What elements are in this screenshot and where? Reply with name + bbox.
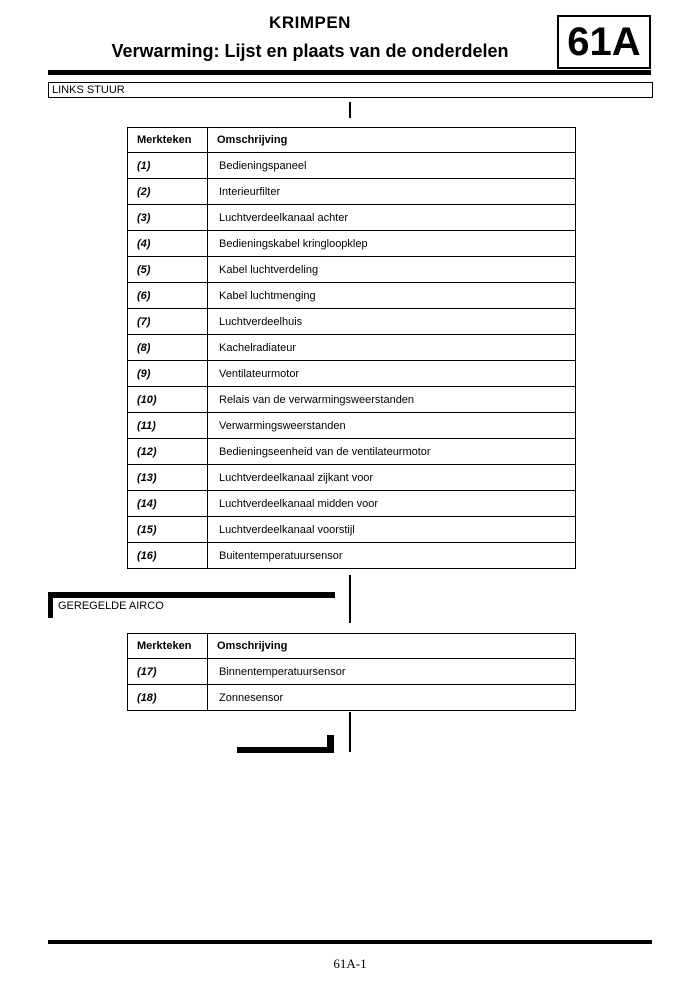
callout-bracket-bar — [237, 747, 334, 753]
description-cell: Binnentemperatuursensor — [208, 659, 576, 685]
leader-line-top — [349, 102, 351, 118]
table-row — [128, 335, 576, 361]
section-header-bar — [48, 592, 335, 598]
mark-cell: (11) — [128, 413, 208, 439]
mark-cell: (17) — [128, 659, 208, 685]
table-row — [128, 361, 576, 387]
description-cell: Luchtverdeelkanaal achter — [208, 205, 576, 231]
callout-bracket-end — [327, 735, 334, 753]
table-header-row — [128, 128, 576, 153]
description-cell: Ventilateurmotor — [208, 361, 576, 387]
mark-cell: (9) — [128, 361, 208, 387]
section-header-geregelde-airco — [58, 600, 164, 612]
mark-cell: (16) — [128, 543, 208, 569]
description-cell: Luchtverdeelkanaal zijkant voor — [208, 465, 576, 491]
mark-cell: (13) — [128, 465, 208, 491]
section-label: GEREGELDE AIRCO — [58, 600, 164, 612]
parts-table-links-stuur — [127, 127, 576, 569]
table-row — [128, 231, 576, 257]
mark-cell: (4) — [128, 231, 208, 257]
description-cell: Kabel luchtverdeling — [208, 257, 576, 283]
table-row — [128, 439, 576, 465]
table-row — [128, 491, 576, 517]
column-header-merkteken: Merkteken — [128, 128, 208, 153]
description-cell: Luchtverdeelkanaal midden voor — [208, 491, 576, 517]
description-cell: Bedieningspaneel — [208, 153, 576, 179]
table-row — [128, 413, 576, 439]
leader-line-middle — [349, 575, 351, 623]
table-row — [128, 659, 576, 685]
table-row — [128, 153, 576, 179]
mark-cell: (1) — [128, 153, 208, 179]
table-row — [128, 205, 576, 231]
mark-cell: (15) — [128, 517, 208, 543]
column-header-omschrijving: Omschrijving — [208, 634, 576, 659]
mark-cell: (7) — [128, 309, 208, 335]
table-row — [128, 685, 576, 711]
description-cell: Bedieningseenheid van de ventilateurmotor — [208, 439, 576, 465]
column-header-merkteken: Merkteken — [128, 634, 208, 659]
description-cell: Kabel luchtmenging — [208, 283, 576, 309]
description-cell: Buitentemperatuursensor — [208, 543, 576, 569]
section-code-box — [557, 15, 651, 69]
page-title: KRIMPEN — [269, 13, 351, 32]
leader-line-bottom — [349, 712, 351, 752]
table-row — [128, 543, 576, 569]
mark-cell: (12) — [128, 439, 208, 465]
table-row — [128, 283, 576, 309]
mark-cell: (18) — [128, 685, 208, 711]
description-cell: Bedieningskabel kringloopklep — [208, 231, 576, 257]
table-row — [128, 309, 576, 335]
mark-cell: (6) — [128, 283, 208, 309]
description-cell: Verwarmingsweerstanden — [208, 413, 576, 439]
description-cell: Luchtverdeelhuis — [208, 309, 576, 335]
column-header-omschrijving: Omschrijving — [208, 128, 576, 153]
table-row — [128, 179, 576, 205]
section-header-sidebar — [48, 592, 53, 618]
description-cell: Kachelradiateur — [208, 335, 576, 361]
description-cell: Relais van de verwarmingsweerstanden — [208, 387, 576, 413]
mark-cell: (8) — [128, 335, 208, 361]
table-row — [128, 257, 576, 283]
section-header-links-stuur — [48, 82, 653, 98]
mark-cell: (5) — [128, 257, 208, 283]
table-row — [128, 517, 576, 543]
description-cell: Interieurfilter — [208, 179, 576, 205]
section-label: LINKS STUUR — [52, 84, 125, 96]
parts-table-geregelde-airco — [127, 633, 576, 711]
page-subtitle: Verwarming: Lijst en plaats van de onderdelen — [111, 41, 509, 61]
mark-cell: (3) — [128, 205, 208, 231]
header-divider — [48, 70, 651, 75]
table-row — [128, 387, 576, 413]
mark-cell: (10) — [128, 387, 208, 413]
table-header-row — [128, 634, 576, 659]
description-cell: Zonnesensor — [208, 685, 576, 711]
description-cell: Luchtverdeelkanaal voorstijl — [208, 517, 576, 543]
footer-divider — [48, 940, 652, 944]
page-number: 61A-1 — [333, 956, 367, 971]
table-row — [128, 465, 576, 491]
mark-cell: (2) — [128, 179, 208, 205]
section-code: 61A — [567, 20, 641, 64]
mark-cell: (14) — [128, 491, 208, 517]
